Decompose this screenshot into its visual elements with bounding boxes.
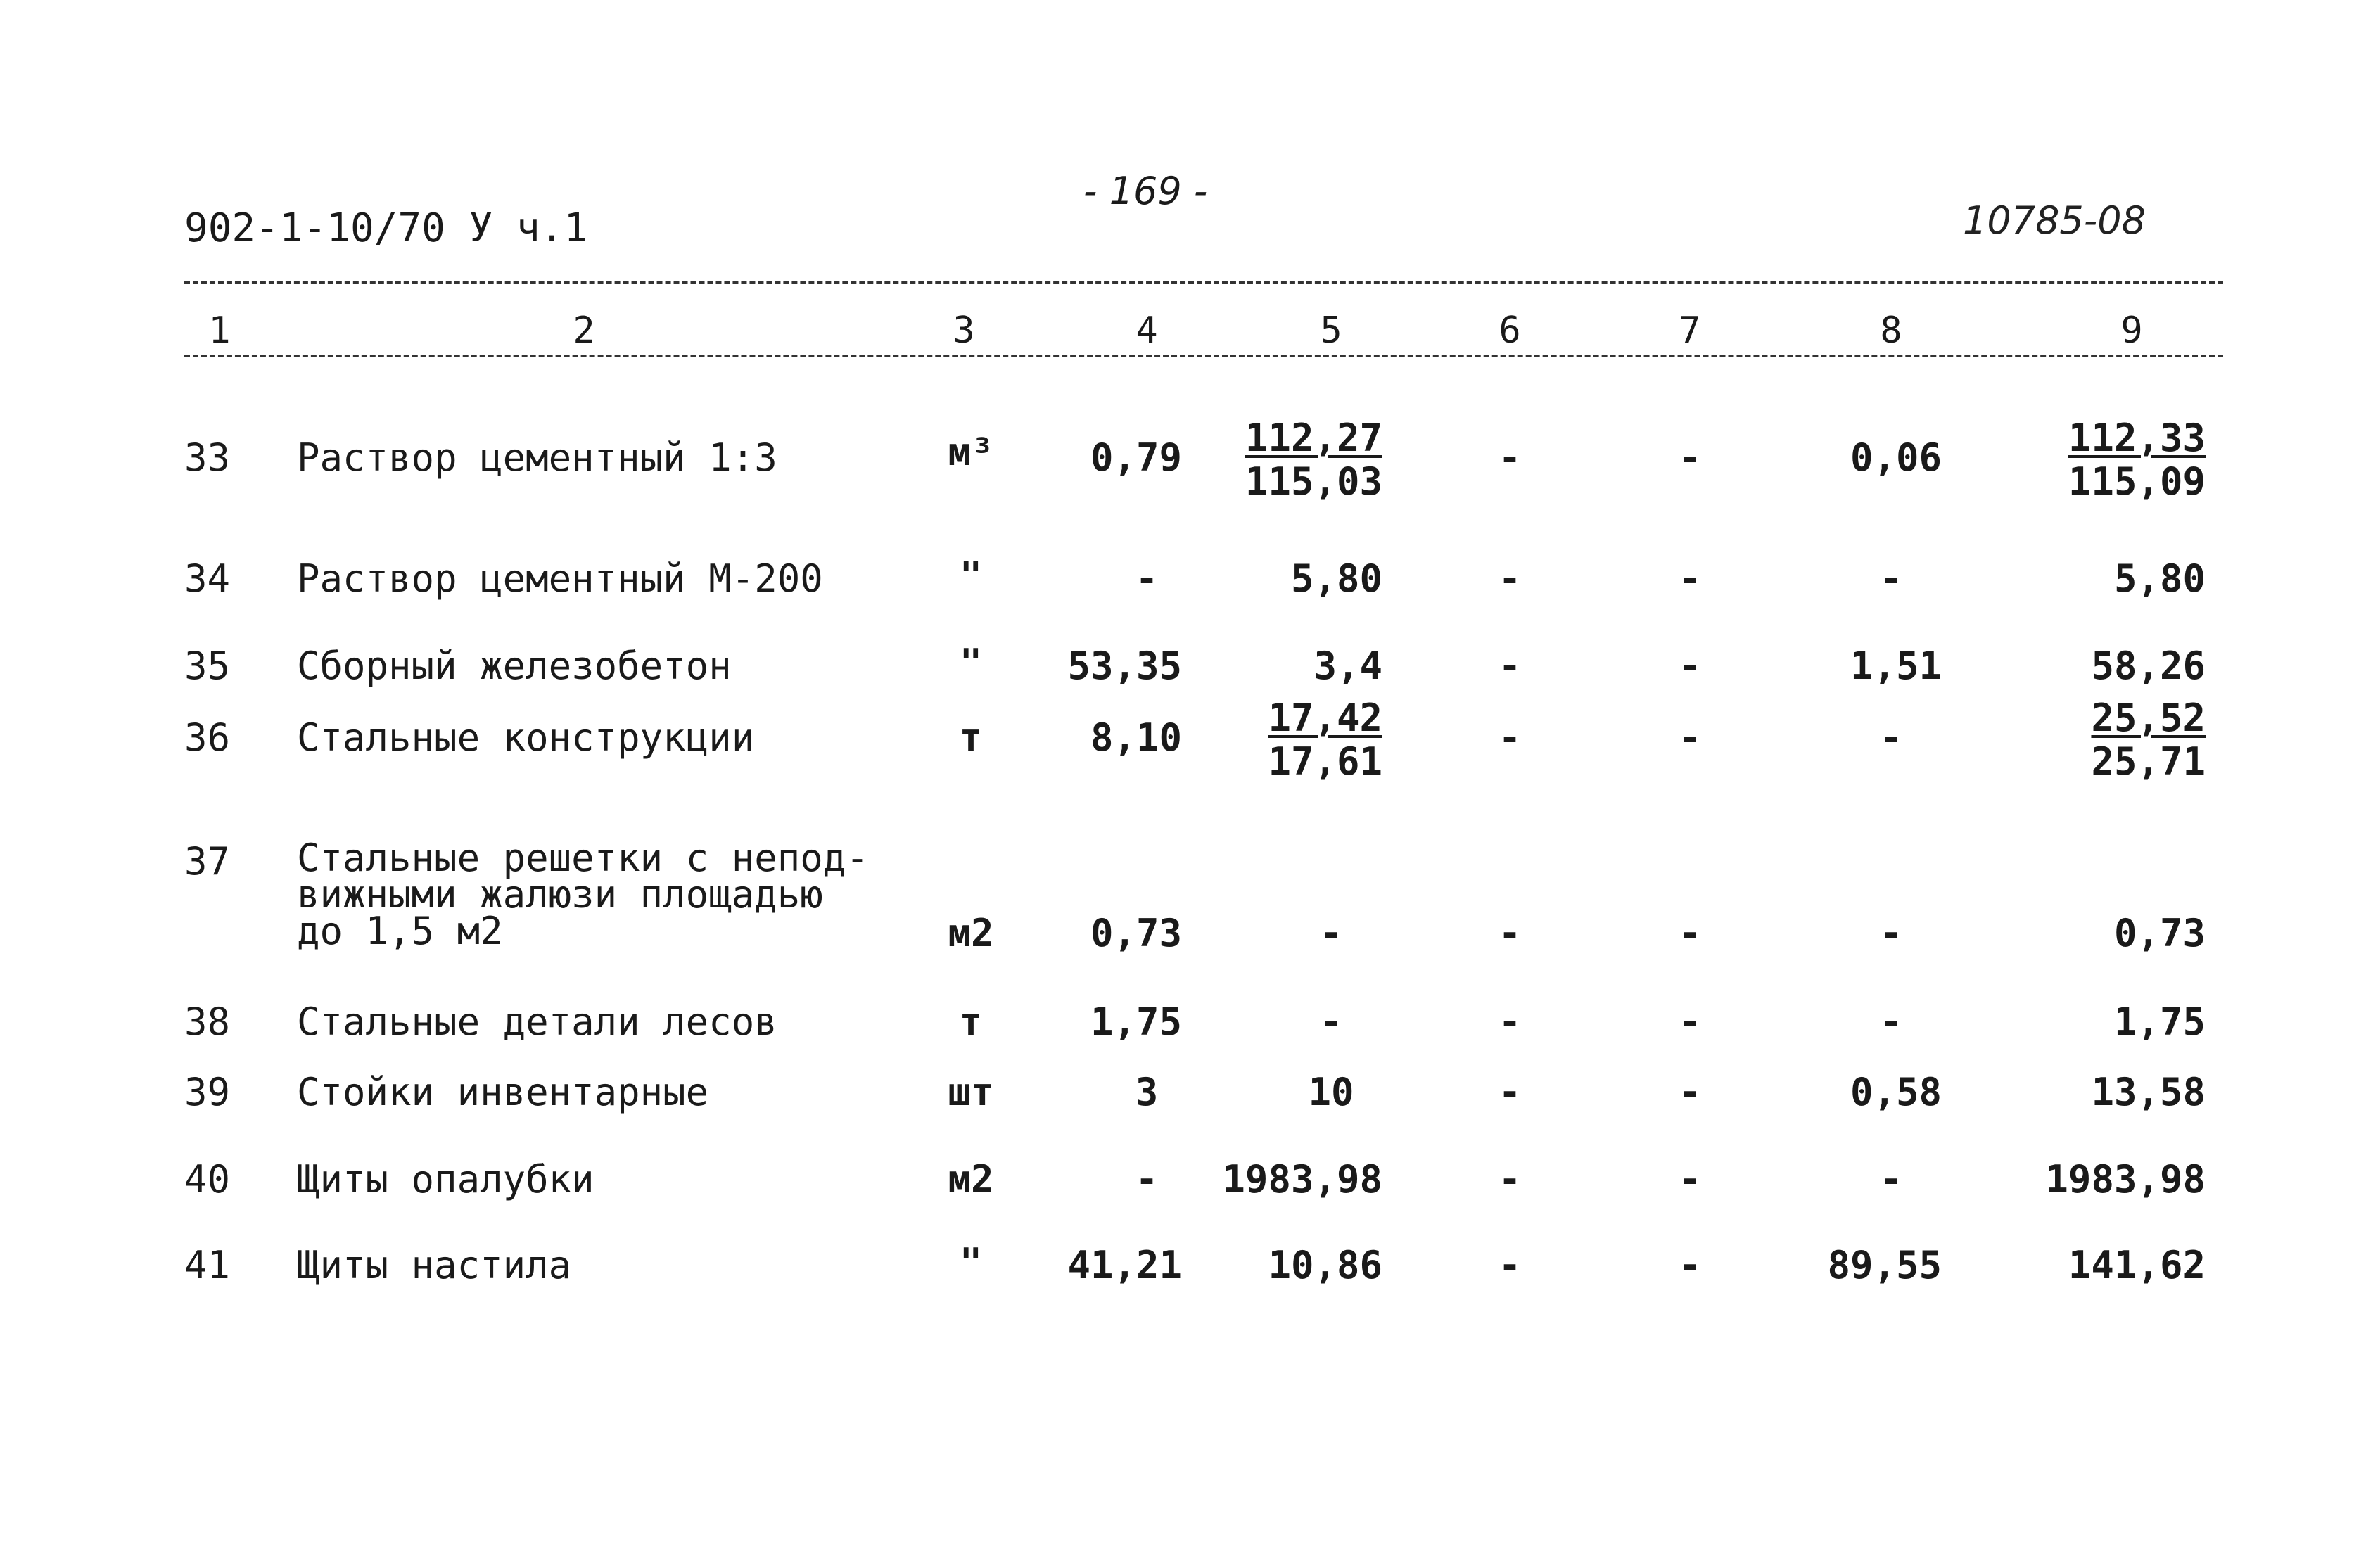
row-33-col5-top: 112,27 <box>1245 416 1382 460</box>
column-header-8: 8 <box>1880 310 1902 352</box>
row-37-col6: - <box>1498 911 1522 955</box>
row-33-col5-bottom: 115,03 <box>1245 459 1382 504</box>
row-34-col9: 5,80 <box>2113 556 2206 601</box>
row-33-col7: - <box>1678 435 1702 480</box>
row-33-unit: м³ <box>948 430 994 474</box>
row-33-col4: 0,79 <box>1090 435 1182 480</box>
row-40-col9: 1983,98 <box>2045 1157 2206 1202</box>
row-36-col9 <box>2019 696 2206 784</box>
row-35-col9: 58,26 <box>2091 644 2206 688</box>
row-39-col6: - <box>1498 1070 1522 1114</box>
row-39-col5: 10 <box>1308 1070 1354 1114</box>
row-34-col7: - <box>1678 556 1702 601</box>
row-35-col5: 3,4 <box>1313 644 1382 688</box>
top-dashed-rule <box>184 281 2223 284</box>
row-38-col7: - <box>1678 1000 1702 1044</box>
row-40-col6: - <box>1498 1157 1522 1202</box>
row-36-col5 <box>1196 696 1382 784</box>
row-39-name: Стойки инвентарные <box>297 1070 709 1114</box>
row-36-col5-bottom: 17,61 <box>1268 739 1382 784</box>
row-36-name: Стальные конструкции <box>297 715 755 760</box>
row-37-name-line-2: вижными жалюзи площадью <box>297 872 823 917</box>
row-40-unit: м2 <box>948 1157 994 1202</box>
row-36-col8: - <box>1879 715 1903 760</box>
row-36-number: 36 <box>184 715 231 760</box>
column-header-2: 2 <box>573 310 595 352</box>
row-41-col5: 10,86 <box>1268 1243 1382 1287</box>
row-33-col6: - <box>1498 435 1522 480</box>
row-34-col5: 5,80 <box>1290 556 1382 601</box>
row-37-name-line-3: до 1,5 м2 <box>297 909 503 953</box>
row-41-col8: 89,55 <box>1827 1243 1942 1287</box>
row-36-col9-top: 25,52 <box>2091 696 2206 740</box>
row-40-number: 40 <box>184 1157 231 1202</box>
page-number: - 169 - <box>1083 169 1208 213</box>
row-39-unit: шт <box>948 1070 994 1114</box>
document-code: 902-1-10/70 У ч.1 <box>184 205 588 251</box>
row-38-col9: 1,75 <box>2113 1000 2206 1044</box>
row-35-col7: - <box>1678 644 1702 688</box>
row-41-unit: " <box>959 1240 983 1285</box>
row-39-col4: 3 <box>1135 1070 1159 1114</box>
row-33-col9 <box>2019 416 2206 504</box>
column-header-1: 1 <box>208 310 231 352</box>
row-41-name: Щиты настила <box>297 1243 572 1287</box>
row-34-col4: - <box>1135 556 1159 601</box>
column-header-7: 7 <box>1679 310 1701 352</box>
row-38-col8: - <box>1879 1000 1903 1044</box>
column-header-6: 6 <box>1499 310 1521 352</box>
row-38-number: 38 <box>184 1000 231 1044</box>
row-38-col4: 1,75 <box>1090 1000 1182 1044</box>
row-36-unit: т <box>959 715 983 760</box>
row-33-col5 <box>1196 416 1382 504</box>
row-34-col8: - <box>1879 556 1903 601</box>
row-36-col9-bottom: 25,71 <box>2091 739 2206 784</box>
row-38-col6: - <box>1498 1000 1522 1044</box>
row-37-col5: - <box>1319 911 1343 955</box>
row-34-unit: " <box>959 554 983 598</box>
row-38-unit: т <box>959 1000 983 1044</box>
row-37-unit: м2 <box>948 911 994 955</box>
row-34-number: 34 <box>184 556 231 601</box>
row-33-col9-bottom: 115,09 <box>2068 459 2206 504</box>
row-41-number: 41 <box>184 1243 231 1287</box>
row-35-col4: 53,35 <box>1067 644 1182 688</box>
row-35-unit: " <box>959 641 983 685</box>
row-35-name: Сборный железобетон <box>297 644 732 688</box>
row-36-col5-top: 17,42 <box>1268 696 1382 740</box>
column-header-4: 4 <box>1135 310 1158 352</box>
row-36-col7: - <box>1678 715 1702 760</box>
row-38-col5: - <box>1319 1000 1343 1044</box>
column-header-3: 3 <box>953 310 975 352</box>
row-41-col4: 41,21 <box>1067 1243 1182 1287</box>
row-37-col8: - <box>1879 911 1903 955</box>
row-37-name <box>297 836 869 953</box>
row-35-number: 35 <box>184 644 231 688</box>
row-34-name: Раствор цементный М-200 <box>297 556 823 601</box>
row-33-col8: 0,06 <box>1850 435 1942 480</box>
row-40-name: Щиты опалубки <box>297 1157 594 1202</box>
row-39-col9: 13,58 <box>2091 1070 2206 1114</box>
row-38-name: Стальные детали лесов <box>297 1000 777 1044</box>
row-33-number: 33 <box>184 435 231 480</box>
row-33-name: Раствор цементный 1:3 <box>297 435 777 480</box>
row-41-col7: - <box>1678 1243 1702 1287</box>
row-35-col6: - <box>1498 644 1522 688</box>
row-40-col7: - <box>1678 1157 1702 1202</box>
row-36-col6: - <box>1498 715 1522 760</box>
sheet-code: 10785-08 <box>1963 198 2146 243</box>
row-39-col7: - <box>1678 1070 1702 1114</box>
row-35-col8: 1,51 <box>1850 644 1942 688</box>
row-34-col6: - <box>1498 556 1522 601</box>
row-40-col4: - <box>1135 1157 1159 1202</box>
row-40-col5: 1983,98 <box>1222 1157 1382 1202</box>
column-header-rule <box>184 355 2223 357</box>
row-40-col8: - <box>1879 1157 1903 1202</box>
row-37-col4: 0,73 <box>1090 911 1182 955</box>
row-41-col6: - <box>1498 1243 1522 1287</box>
row-37-name-line-1: Стальные решетки с непод- <box>297 836 869 880</box>
row-37-col9: 0,73 <box>2113 911 2206 955</box>
row-41-col9: 141,62 <box>2068 1243 2206 1287</box>
row-39-number: 39 <box>184 1070 231 1114</box>
row-36-col4: 8,10 <box>1090 715 1182 760</box>
row-39-col8: 0,58 <box>1850 1070 1942 1114</box>
column-header-9: 9 <box>2120 310 2143 352</box>
row-33-col9-top: 112,33 <box>2068 416 2206 460</box>
row-37-number: 37 <box>184 839 231 884</box>
row-37-col7: - <box>1678 911 1702 955</box>
column-header-5: 5 <box>1320 310 1342 352</box>
